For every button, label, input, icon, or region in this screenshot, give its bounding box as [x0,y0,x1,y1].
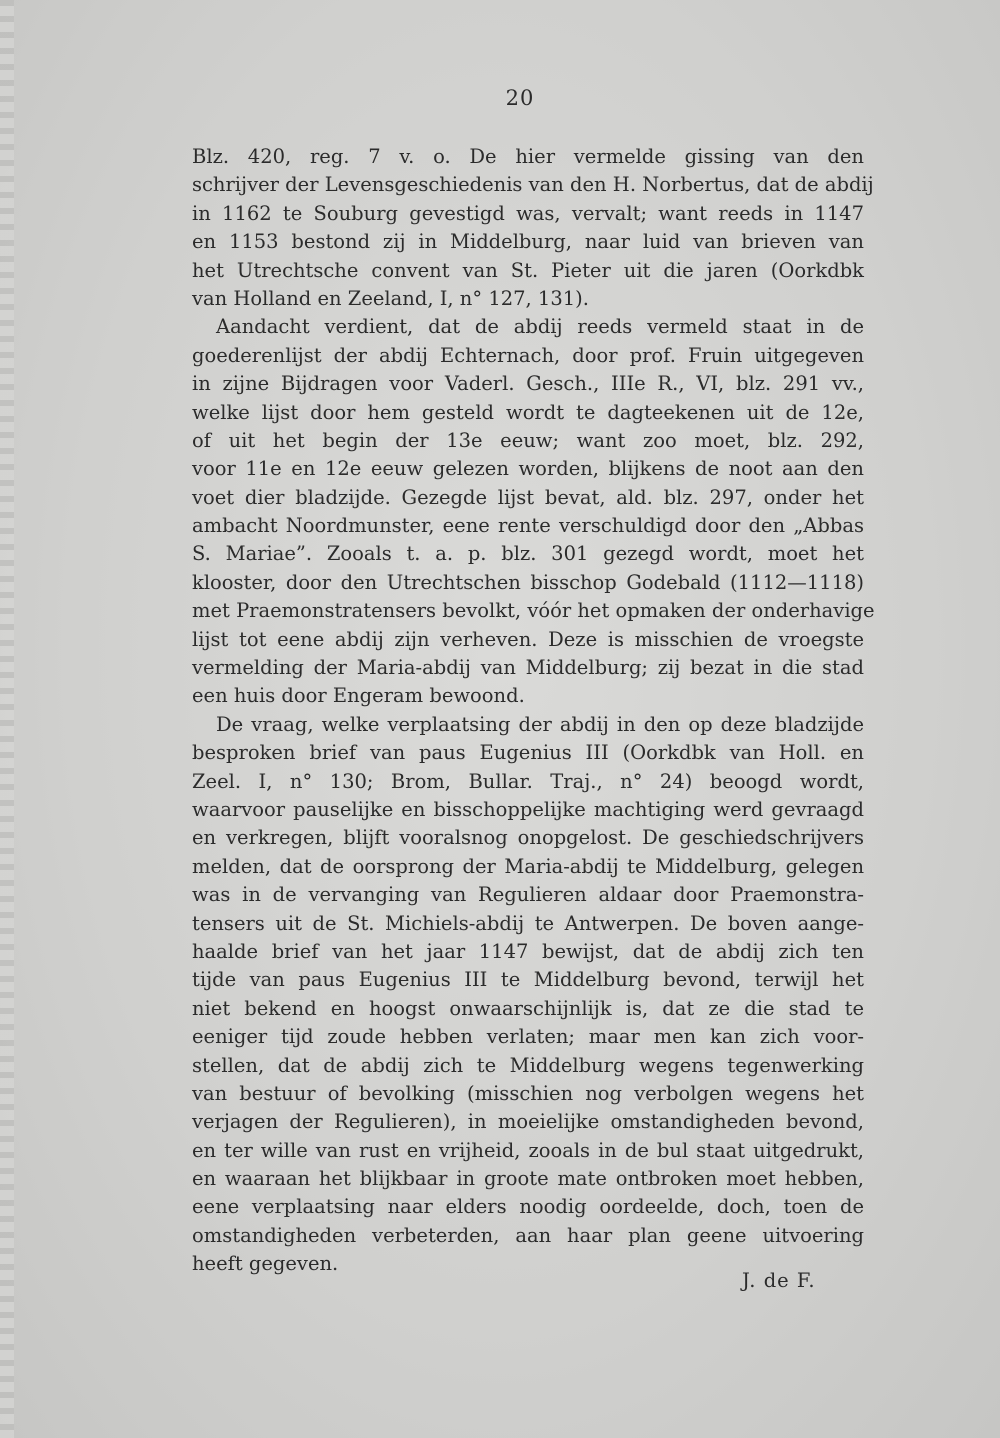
text-line: De vraag, welke verplaatsing der abdij in den op deze bladzijde [216,712,864,736]
page-number: 20 [505,86,535,110]
text-line: goederenlijst der abdij Echternach, door prof. Fruin uitgegeven [192,343,864,367]
text-line: van Holland en Zeeland, I, n° 127, 131). [192,286,589,310]
text-line: voor 11e en 12e eeuw gelezen worden, blijkens de noot aan den [192,457,864,481]
text-line: in zijne Bijdragen voor Vaderl. Gesch., IIIe R., VI, blz. 291 vv., [192,372,864,396]
text-line: eene verplaatsing naar elders noodig oordeelde, doch, toen de [192,1195,864,1219]
text-line: tijde van paus Eugenius III te Middelburg bevond, terwijl het [192,968,864,992]
text-line: met Praemonstratensers bevolkt, vóór het opmaken der onderhavige [192,599,875,623]
body-text [192,143,875,1279]
text-line: een huis door Engeram bewoond. [192,684,525,708]
text-line: en waaraan het blijkbaar in groote mate ontbroken moet hebben, [192,1167,864,1191]
text-line: was in de vervanging van Regulieren aldaar door Praemonstra- [192,883,864,907]
text-line: en verkregen, blijft vooralsnog onopgelost. De geschiedschrijvers [192,826,864,850]
text-line: eeniger tijd zoude hebben verlaten; maar men kan zich voor- [192,1025,864,1049]
text-line: en 1153 bestond zij in Middelburg, naar luid van brieven van [192,230,864,254]
author-signature: J. de F. [742,1269,816,1292]
text-line: vermelding der Maria-abdij van Middelburg; zij bezat in die stad [192,656,864,680]
text-line: Aandacht verdient, dat de abdij reeds vermeld staat in de [216,315,864,339]
text-line: klooster, door den Utrechtschen bisschop Godebald (1112—1118) [192,570,864,594]
text-line: welke lijst door hem gesteld wordt te dagteekenen uit de 12e, [192,400,864,424]
text-line: in 1162 te Souburg gevestigd was, vervalt; want reeds in 1147 [192,201,864,225]
text-line: en ter wille van rust en vrijheid, zooals in de bul staat uitgedrukt, [192,1138,864,1162]
text-line: van bestuur of bevolking (misschien nog verbolgen wegens het [192,1081,864,1105]
text-line: verjagen der Regulieren), in moeielijke omstandigheden bevond, [192,1110,864,1134]
text-line: Zeel. I, n° 130; Brom, Bullar. Traj., n° 24) beoogd wordt, [192,769,864,793]
text-line: waarvoor pauselijke en bisschoppelijke machtiging werd gevraagd [192,797,864,821]
text-line: niet bekend en hoogst onwaarschijnlijk is, dat ze die stad te [192,996,864,1020]
text-line: het Utrechtsche convent van St. Pieter uit die jaren (Oorkdbk [192,258,864,282]
text-line: schrijver der Levensgeschiedenis van den H. Norbertus, dat de abdij [192,173,874,197]
text-line: lijst tot eene abdij zijn verheven. Deze is misschien de vroegste [192,627,864,651]
text-line: voet dier bladzijde. Gezegde lijst bevat, ald. blz. 297, onder het [192,485,864,509]
text-line: stellen, dat de abdij zich te Middelburg wegens tegenwerking [192,1053,864,1077]
text-line: besproken brief van paus Eugenius III (Oorkdbk van Holl. en [192,741,864,765]
text-line: omstandigheden verbeterden, aan haar plan geene uitvoering [192,1223,864,1247]
binding-edge [0,0,14,1438]
text-line: of uit het begin der 13e eeuw; want zoo moet, blz. 292, [192,428,864,452]
text-line: tensers uit de St. Michiels-abdij te Antwerpen. De boven aange- [192,911,864,935]
text-line: S. Mariae”. Zooals t. a. p. blz. 301 gezegd wordt, moet het [192,542,864,566]
text-line: ambacht Noordmunster, eene rente verschuldigd door den „Abbas [192,514,864,538]
text-line: melden, dat de oorsprong der Maria-abdij te Middelburg, gelegen [192,854,864,878]
text-line: Blz. 420, reg. 7 v. o. De hier vermelde gissing van den [192,145,864,168]
text-line: heeft gegeven. [192,1252,339,1276]
text-line: haalde brief van het jaar 1147 bewijst, dat de abdij zich ten [192,939,864,963]
